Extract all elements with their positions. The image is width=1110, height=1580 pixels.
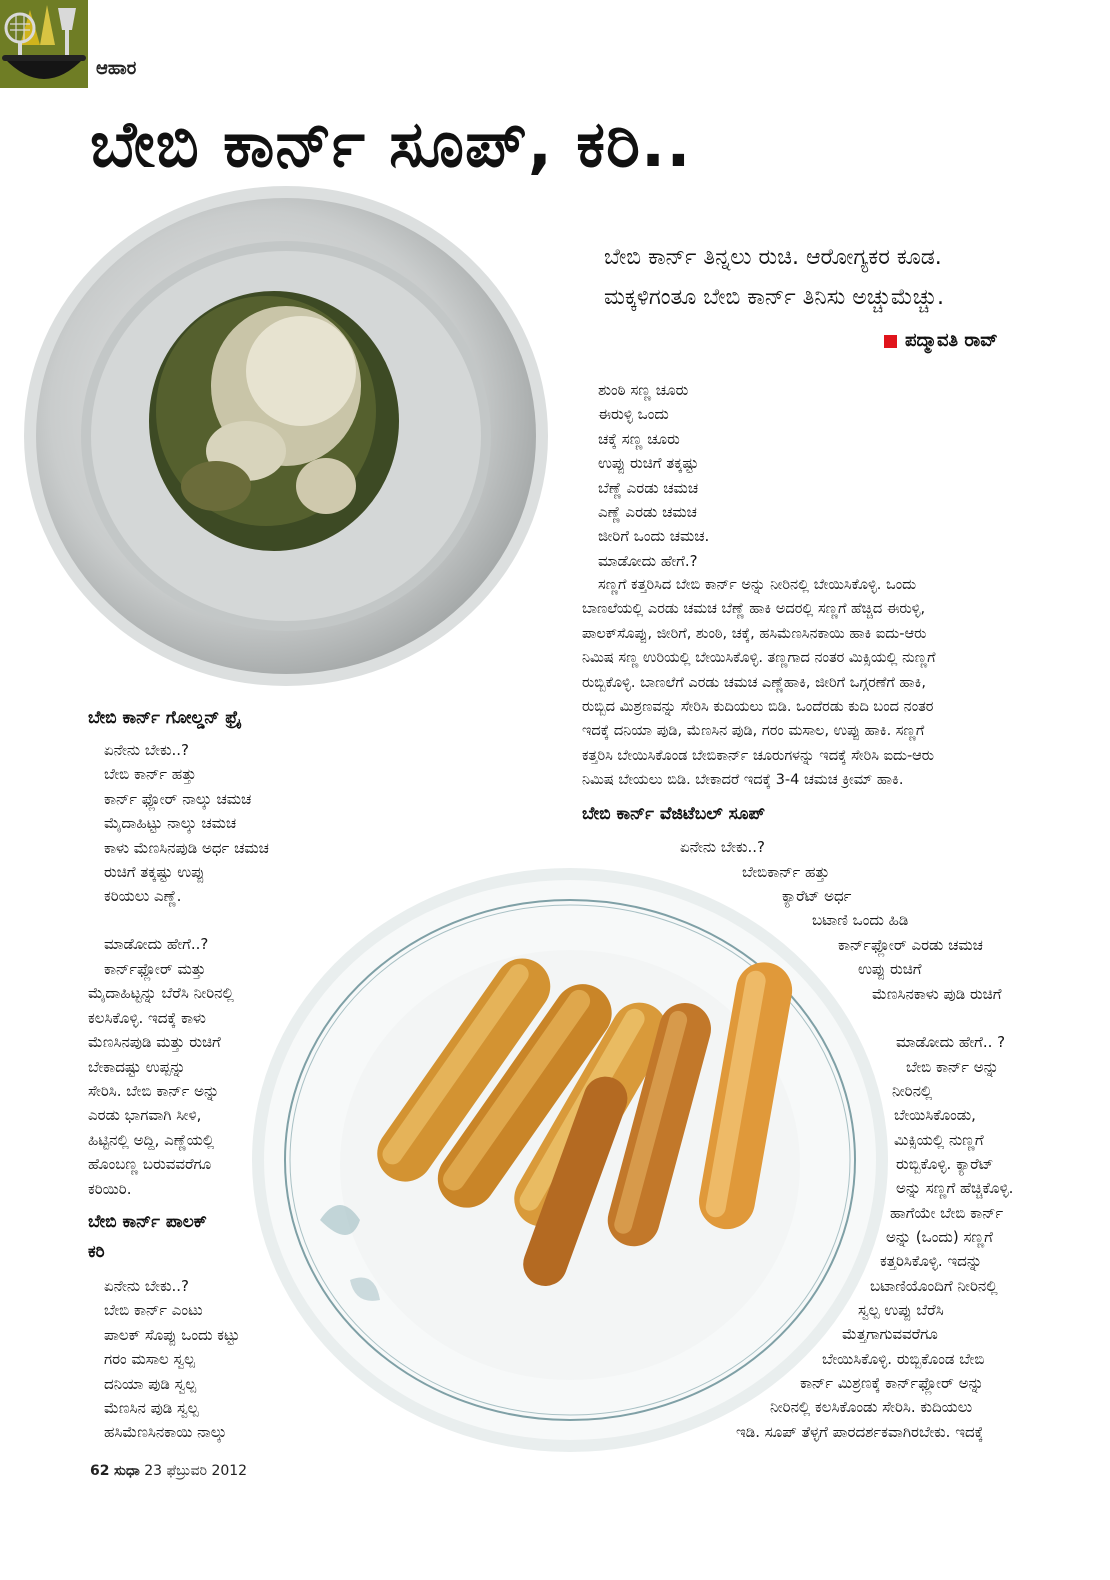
ingredient-line: ಕಾರ್ನ್ ಫ್ಲೋರ್ ನಾಲ್ಕು ಚಮಚ: [104, 789, 252, 808]
soup-ingredient-title: ಏನೇನು ಬೇಕು..?: [680, 838, 765, 856]
palak-heading: ಬೇಬಿ ಕಾರ್ನ್ ಪಾಲಕ್: [88, 1212, 207, 1232]
method-line: ಹಿಟ್ಟಿನಲ್ಲಿ ಅದ್ದಿ, ಎಣ್ಣೆಯಲ್ಲಿ: [88, 1130, 215, 1149]
ingredient-line: ಉಪ್ಪು ರುಚಿಗೆ: [858, 960, 922, 978]
ingredient-line: ಚಕ್ಕೆ ಸಣ್ಣ ಚೂರು: [598, 429, 680, 448]
fry-ingredients: [104, 738, 269, 909]
method-line: ಮಿಕ್ಸಿಯಲ್ಲಿ ನುಣ್ಣಗೆ: [894, 1131, 984, 1149]
method-line: ಮೈದಾಹಿಟ್ಟನ್ನು ಬೆರೆಸಿ ನೀರಿನಲ್ಲಿ: [88, 984, 234, 1003]
method-line: ಬೇಯಿಸಿಕೊಳ್ಳಿ. ರುಬ್ಬಿಕೊಂಡ ಬೇಬಿ: [822, 1350, 985, 1368]
lead-text: [604, 238, 1074, 318]
method-line: ಮೆತ್ತಗಾಗುವವರೆಗೂ: [842, 1325, 938, 1343]
ingredient-line: ಪಾಲಕ್ ಸೊಪ್ಪು ಒಂದು ಕಟ್ಟು: [104, 1325, 240, 1344]
method-line: ಹಾಗೆಯೇ ಬೇಬಿ ಕಾರ್ನ್: [890, 1204, 1004, 1222]
byline: [884, 330, 998, 351]
ingredient-line: ಬೆಣ್ಣೆ ಎರಡು ಚಮಚ: [598, 478, 699, 497]
method-line: ಅನ್ನು (ಒಂದು) ಸಣ್ಣಗೆ: [886, 1228, 993, 1246]
method-line: ಅನ್ನು ಸಣ್ಣಗೆ ಹೆಚ್ಚಿಕೊಳ್ಳಿ.: [896, 1179, 1014, 1197]
method-line: ಇದಕ್ಕೆ ದನಿಯಾ ಪುಡಿ, ಮೆಣಸಿನ ಪುಡಿ, ಗರಂ ಮಸಾಲ, ಉಪ್ಪು ಹಾಕಿ. ಸಣ್ಣಗೆ: [582, 723, 925, 740]
kitchen-utensils-icon: [0, 0, 88, 88]
method-line: ಪಾಲಕ್‌ಸೊಪ್ಪು, ಜೀರಿಗೆ, ಶುಂಠಿ, ಚಕ್ಕೆ, ಹಸಿಮೆಣಸಿನಕಾಯಿ ಹಾಕಿ ಐದು-ಆರು: [582, 625, 927, 642]
method-line: ಬಾಣಲೆಯಲ್ಲಿ ಎರಡು ಚಮಚ ಬೆಣ್ಣೆ ಹಾಕಿ ಅದರಲ್ಲಿ ಸಣ್ಣಗೆ ಹೆಚ್ಚಿದ ಈರುಳ್ಳಿ,: [582, 601, 926, 618]
soup-heading: ಬೇಬಿ ಕಾರ್ನ್ ವೆಜಿಟೆಬಲ್ ಸೂಪ್: [582, 804, 765, 824]
ingredient-line: ರುಚಿಗೆ ತಕ್ಕಷ್ಟು ಉಪ್ಪು: [104, 863, 205, 882]
ingredient-title: ಏನೇನು ಬೇಕು..?: [104, 741, 189, 759]
fry-method: [88, 957, 234, 1201]
author-name: ಪದ್ಮಾವತಿ ರಾವ್: [905, 330, 998, 351]
palak-ingredients-continued: [598, 378, 709, 573]
section-label: ಆಹಾರ: [96, 58, 137, 79]
palak-method: [582, 573, 936, 793]
method-line: ಮೆಣಸಿನಪುಡಿ ಮತ್ತು ರುಚಿಗೆ: [88, 1033, 221, 1052]
palak-ingredients: [104, 1274, 240, 1445]
method-line: ಹೊಂಬಣ್ಣ ಬರುವವರೆಗೂ: [88, 1155, 212, 1174]
palak-heading-2: ಕರಿ: [88, 1242, 105, 1262]
method-line: ರುಬ್ಬಿಕೊಳ್ಳಿ. ಕ್ಯಾರೆಟ್: [896, 1155, 994, 1173]
method-line: ನೀರಿನಲ್ಲಿ: [892, 1082, 933, 1100]
method-line: ಕಲಸಿಕೊಳ್ಳಿ. ಇದಕ್ಕೆ ಕಾಳು: [88, 1008, 206, 1027]
ingredient-line: ಕಾಳು ಮೆಣಸಿನಪುಡಿ ಅರ್ಧ ಚಮಚ: [104, 838, 269, 857]
method-line: ರುಬ್ಬಿಕೊಳ್ಳಿ. ಬಾಣಲೆಗೆ ಎರಡು ಚಮಚ ಎಣ್ಣೆಹಾಕಿ, ಜೀರಿಗೆ ಒಗ್ಗರಣೆಗೆ ಹಾಕಿ,: [582, 674, 926, 691]
ingredient-line: ಕರಿಯಲು ಎಣ್ಣೆ.: [104, 887, 182, 906]
page-footer: [90, 1463, 247, 1479]
method-line: ಬೇಬಿ ಕಾರ್ನ್ ಅನ್ನು: [906, 1058, 999, 1076]
ingredient-line: ಮೆಣಸಿನಕಾಳು ಪುಡಿ ರುಚಿಗೆ: [872, 985, 1002, 1003]
section-logo: [0, 0, 88, 88]
ingredient-line: ದನಿಯಾ ಪುಡಿ ಸ್ವಲ್ಪ: [104, 1374, 197, 1393]
method-line: ಸೇರಿಸಿ. ಬೇಬಿ ಕಾರ್ನ್ ಅನ್ನು: [88, 1082, 220, 1101]
method-line: ಇಡಿ. ಸೂಪ್ ತೆಳ್ಳಗೆ ಪಾರದರ್ಶಕವಾಗಿರಬೇಕು. ಇದಕ್ಕೆ: [736, 1423, 984, 1441]
ingredient-line: ಕಾರ್ನ್‌ಫ್ಲೋರ್ ಎರಡು ಚಮಚ: [838, 936, 983, 954]
method-line: ನಿಮಿಷ ಸಣ್ಣ ಉರಿಯಲ್ಲಿ ಬೇಯಿಸಿಕೊಳ್ಳಿ. ತಣ್ಣಗಾದ ನಂತರ ಮಿಕ್ಸಿಯಲ್ಲಿ ನುಣ್ಣಗೆ: [582, 650, 936, 667]
method-title: ಮಾಡೋದು ಹೇಗೆ.. ?: [896, 1033, 1006, 1051]
lead-line: ಮಕ್ಕಳಿಗಂತೂ ಬೇಬಿ ಕಾರ್ನ್ ತಿನಿಸು ಅಚ್ಚುಮೆಚ್ಚು.: [604, 285, 944, 310]
golden-fry-photo: [240, 860, 900, 1460]
fry-heading: ಬೇಬಿ ಕಾರ್ನ್ ಗೋಲ್ಡನ್ ಫ್ರೈ: [88, 708, 242, 728]
method-line: ಸ್ವಲ್ಪ ಉಪ್ಪು ಬೆರೆಸಿ: [858, 1301, 944, 1319]
issue-date: 23 ಫೆಬ್ರುವರಿ 2012: [144, 1463, 248, 1479]
ingredient-line: ಜೀರಿಗೆ ಒಂದು ಚಮಚ.: [598, 527, 710, 546]
method-line: ಸಣ್ಣಗೆ ಕತ್ತರಿಸಿದ ಬೇಬಿ ಕಾರ್ನ್ ಅನ್ನು ನೀರಿನಲ್ಲಿ ಬೇಯಿಸಿಕೊಳ್ಳಿ. ಒಂದು: [598, 577, 917, 593]
fry-method-title: ಮಾಡೋದು ಹೇಗೆ..?: [104, 935, 209, 953]
method-line: ಕತ್ತರಿಸಿ ಬೇಯಿಸಿಕೊಂಡ ಬೇಬಿಕಾರ್ನ್ ಚೂರುಗಳನ್ನು ಇದಕ್ಕೆ ಸೇರಿಸಿ ಐದು-ಆರು: [582, 747, 935, 764]
ingredient-line: ಗರಂ ಮಸಾಲ ಸ್ವಲ್ಪ: [104, 1350, 196, 1369]
method-title: ಮಾಡೋದು ಹೇಗೆ.?: [598, 551, 698, 570]
ingredient-line: ಮೆಣಸಿನ ಪುಡಿ ಸ್ವಲ್ಪ: [104, 1399, 199, 1418]
method-line: ಬಟಾಣಿಯೊಂದಿಗೆ ನೀರಿನಲ್ಲಿ: [870, 1277, 998, 1295]
method-line: ನಿಮಿಷ ಬೇಯಲು ಬಿಡಿ. ಬೇಕಾದರೆ ಇದಕ್ಕೆ 3-4 ಚಮಚ ಕ್ರೀಮ್ ಹಾಕಿ.: [582, 772, 904, 789]
ingredient-line: ಕ್ಯಾರೆಟ್ ಅರ್ಧ: [782, 887, 852, 905]
method-line: ಕರಿಯಿರಿ.: [88, 1179, 132, 1198]
method-line: ಬೇಯಿಸಿಕೊಂಡು,: [894, 1106, 976, 1124]
method-line: ನೀರಿನಲ್ಲಿ ಕಲಸಿಕೊಂಡು ಸೇರಿಸಿ. ಕುದಿಯಲು: [770, 1398, 973, 1416]
ingredient-line: ಬೇಬಿಕಾರ್ನ್ ಹತ್ತು: [742, 863, 830, 881]
method-line: ಕಾರ್ನ್ ಮಿಶ್ರಣಕ್ಕೆ ಕಾರ್ನ್‌ಫ್ಲೋರ್ ಅನ್ನು: [800, 1374, 984, 1392]
palak-curry-photo: [16, 186, 556, 686]
method-line: ಬೇಕಾದಷ್ಟು ಉಪ್ಪನ್ನು: [88, 1057, 186, 1076]
lead-line: ಬೇಬಿ ಕಾರ್ನ್ ತಿನ್ನಲು ರುಚಿ. ಆರೋಗ್ಯಕರ ಕೂಡ.: [604, 245, 942, 270]
ingredient-line: ಬೇಬಿ ಕಾರ್ನ್ ಹತ್ತು: [104, 765, 197, 784]
ingredient-line: ಎಣ್ಣೆ ಎರಡು ಚಮಚ: [598, 503, 697, 522]
ingredient-title: ಏನೇನು ಬೇಕು..?: [104, 1277, 189, 1295]
ingredient-line: ಈರುಳ್ಳಿ ಒಂದು: [598, 405, 669, 424]
page-number: 62: [90, 1463, 110, 1479]
method-line: ಎರಡು ಭಾಗವಾಗಿ ಸೀಳಿ,: [88, 1106, 202, 1125]
red-square-icon: [884, 335, 897, 348]
ingredient-line: ಶುಂಠಿ ಸಣ್ಣ ಚೂರು: [598, 381, 689, 399]
method-line: ಕಾರ್ನ್‌ಫ್ಲೋರ್ ಮತ್ತು: [104, 960, 206, 978]
ingredient-line: ಮೈದಾಹಿಟ್ಟು ನಾಲ್ಕು ಚಮಚ: [104, 814, 237, 833]
ingredient-line: ಉಪ್ಪು ರುಚಿಗೆ ತಕ್ಕಷ್ಟು: [598, 454, 699, 473]
page-title: ಬೇಬಿ ಕಾರ್ನ್ ಸೂಪ್, ಕರಿ..: [90, 108, 692, 182]
ingredient-line: ಬೇಬಿ ಕಾರ್ನ್ ಎಂಟು: [104, 1301, 203, 1320]
method-line: ರುಬ್ಬಿದ ಮಿಶ್ರಣವನ್ನು ಸೇರಿಸಿ ಕುದಿಯಲು ಬಿಡಿ. ಒಂದೆರಡು ಕುದಿ ಬಂದ ನಂತರ: [582, 699, 934, 716]
ingredient-line: ಹಸಿಮೆಣಸಿನಕಾಯಿ ನಾಲ್ಕು: [104, 1423, 227, 1442]
magazine-name: ಸುಧಾ: [113, 1463, 140, 1479]
ingredient-line: ಬಟಾಣಿ ಒಂದು ಹಿಡಿ: [812, 911, 909, 929]
method-line: ಕತ್ತರಿಸಿಕೊಳ್ಳಿ. ಇದನ್ನು: [880, 1252, 983, 1270]
